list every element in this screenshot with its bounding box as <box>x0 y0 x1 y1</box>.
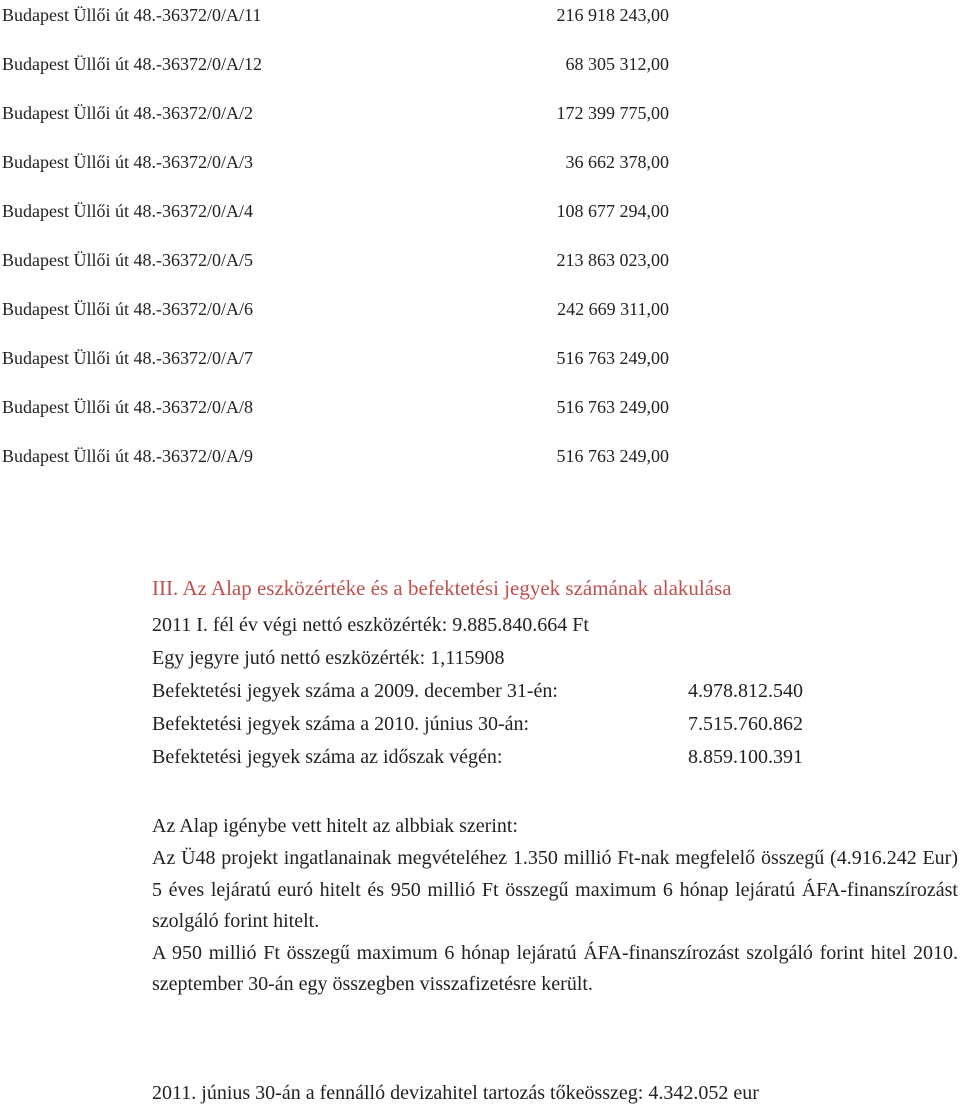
list-item <box>0 245 960 275</box>
property-value: 516 763 249,00 <box>556 397 669 417</box>
units-2010-label: Befektetési jegyek száma a 2010. június 30-án: <box>152 713 530 735</box>
units-end-label: Befektetési jegyek száma az időszak végén: <box>152 746 503 768</box>
property-address: Budapest Üllői út 48.-36372/0/A/6 <box>2 299 253 319</box>
property-value: 108 677 294,00 <box>556 201 669 221</box>
section-title: Az Alap eszközértéke és a befektetési jegyek számának alakulása <box>182 576 732 600</box>
per-unit-value-line: Egy jegyre jutó nettó eszközérték: 1,115908 <box>152 647 505 669</box>
units-2009-label: Befektetési jegyek száma a 2009. december 31-én: <box>152 680 558 702</box>
property-address: Budapest Üllői út 48.-36372/0/A/11 <box>2 5 262 25</box>
property-address: Budapest Üllői út 48.-36372/0/A/8 <box>2 397 253 417</box>
credit-paragraph-2: A 950 millió Ft összegű maximum 6 hónap lejáratú ÁFA-finanszírozást szolgáló forint hitel 2010. szeptember 30-án egy összegben visszafizetésre került. <box>152 941 958 995</box>
property-address: Budapest Üllői út 48.-36372/0/A/3 <box>2 152 253 172</box>
list-item <box>0 392 960 422</box>
credit-paragraph-1: Az Ü48 projekt ingatlanainak megvételéhez 1.350 millió Ft-nak megfelelő összegű (4.916.242 Eur) 5 éves lejáratú euró hitelt és 950 millió Ft összegű maximum 6 hónap lejáratú ÁFA-finanszírozást szolgáló forint hitelt. <box>152 847 958 932</box>
units-end-value: 8.859.100.391 <box>688 746 803 768</box>
credit-intro: Az Alap igénybe vett hitelt az albbiak szerint: <box>152 815 518 837</box>
property-value: 516 763 249,00 <box>556 348 669 368</box>
property-address: Budapest Üllői út 48.-36372/0/A/2 <box>2 103 253 123</box>
section-number: III. <box>152 576 179 600</box>
debt-balance-line: 2011. június 30-án a fennálló devizahitel tartozás tőkeösszeg: 4.342.052 eur <box>152 1082 759 1104</box>
units-2010-value: 7.515.760.862 <box>688 713 803 735</box>
property-value: 172 399 775,00 <box>556 103 669 123</box>
net-asset-value-line: 2011 I. fél év végi nettó eszközérték: 9.885.840.664 Ft <box>152 614 589 636</box>
property-address: Budapest Üllői út 48.-36372/0/A/9 <box>2 446 253 466</box>
list-item <box>0 0 960 30</box>
list-item <box>0 147 960 177</box>
property-address: Budapest Üllői út 48.-36372/0/A/12 <box>2 54 262 74</box>
list-item <box>0 294 960 324</box>
property-value: 36 662 378,00 <box>565 152 669 172</box>
property-address: Budapest Üllői út 48.-36372/0/A/7 <box>2 348 253 368</box>
property-value: 216 918 243,00 <box>556 5 669 25</box>
credit-paragraphs <box>152 843 958 1001</box>
list-item <box>0 343 960 373</box>
property-address: Budapest Üllői út 48.-36372/0/A/5 <box>2 250 253 270</box>
list-item <box>0 441 960 471</box>
property-value: 213 863 023,00 <box>556 250 669 270</box>
list-item <box>0 49 960 79</box>
property-value: 516 763 249,00 <box>556 446 669 466</box>
list-item <box>0 98 960 128</box>
property-address: Budapest Üllői út 48.-36372/0/A/4 <box>2 201 253 221</box>
property-value: 68 305 312,00 <box>565 54 669 74</box>
property-value: 242 669 311,00 <box>557 299 669 319</box>
list-item <box>0 196 960 226</box>
section-heading <box>152 573 732 603</box>
units-2009-value: 4.978.812.540 <box>688 680 803 702</box>
